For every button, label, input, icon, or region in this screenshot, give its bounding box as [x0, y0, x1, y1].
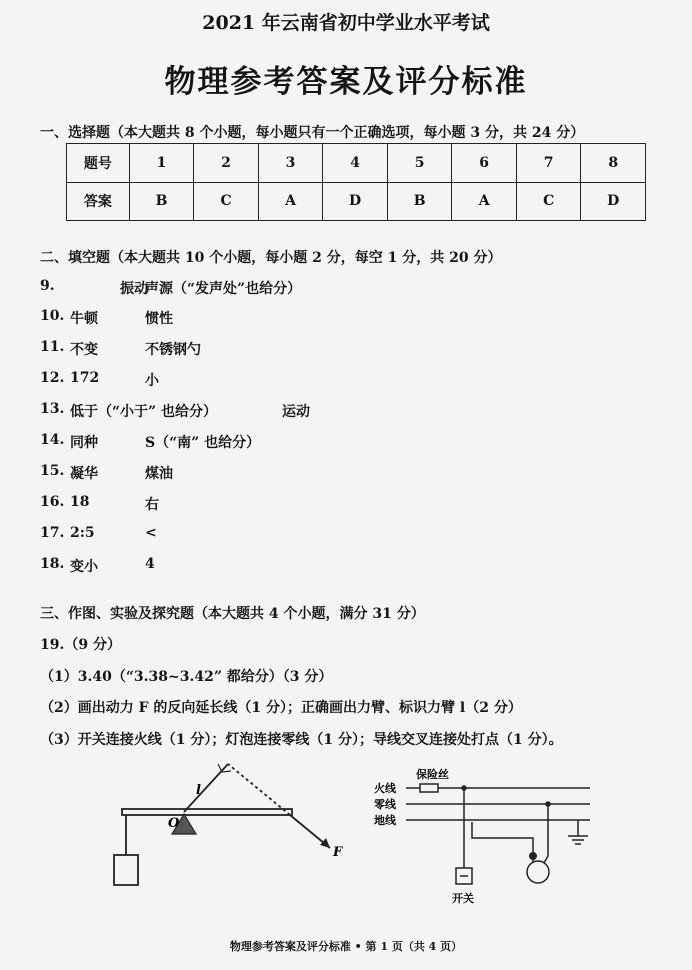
- exam-title: 2021 年云南省初中学业水平考试: [202, 12, 490, 34]
- answer-item-13: [40, 401, 310, 420]
- table-cell: 1: [129, 144, 194, 183]
- answer-item-14: [40, 432, 261, 451]
- item-answer-a: 2:5: [70, 525, 95, 541]
- item-answer-a: 不变: [70, 342, 98, 358]
- table-cell: 2: [194, 144, 259, 183]
- item-answer-a: 18: [70, 494, 90, 510]
- item-answer-a: 振动: [120, 281, 148, 297]
- item-number: 14.: [40, 432, 65, 448]
- table-cell: 5: [387, 144, 452, 183]
- section2-heading: 二、填空题（本大题共 10 个小题，每小题 2 分，每空 1 分，共 20 分）: [40, 250, 502, 266]
- table-header-cell: 答案: [67, 182, 130, 221]
- table-cell: D: [581, 182, 646, 221]
- item-answer-b: 小: [145, 373, 159, 389]
- table-cell: D: [323, 182, 388, 221]
- item-number: 10.: [40, 308, 65, 324]
- section3-heading: 三、作图、实验及探究题（本大题共 4 个小题，满分 31 分）: [40, 606, 425, 622]
- table-header-cell: 题号: [67, 144, 130, 183]
- item-number: 17.: [40, 525, 65, 541]
- item-answer-b: <: [145, 525, 157, 541]
- table-cell: 4: [323, 144, 388, 183]
- table-cell: B: [129, 182, 194, 221]
- junction-dot: [545, 801, 551, 807]
- ground-label: 地线: [374, 814, 396, 827]
- force-label: F: [333, 845, 343, 860]
- junction-dot: [461, 785, 467, 791]
- pivot-label: O: [168, 816, 180, 831]
- table-row-numbers: [67, 144, 646, 183]
- answer-item-10: [40, 308, 173, 327]
- item-number: 11.: [40, 339, 65, 355]
- table-cell: 3: [258, 144, 323, 183]
- lever-diagram: [100, 752, 370, 902]
- item-number: 9.: [40, 278, 55, 294]
- q19-part3: （3）开关连接火线（1 分）；灯泡连接零线（1 分）；导线交叉连接处打点（1 分）。: [40, 732, 563, 748]
- item-number: 13.: [40, 401, 65, 417]
- item-answer-a: 172: [70, 370, 100, 386]
- neutral-label: 零线: [374, 798, 396, 811]
- answer-item-15: [40, 463, 173, 482]
- table-cell: C: [194, 182, 259, 221]
- weight-block: [114, 855, 138, 885]
- section1-heading: 一、选择题（本大题共 8 个小题，每小题只有一个正确选项，每小题 3 分，共 24 分）: [40, 125, 585, 141]
- arm-label: l: [196, 783, 201, 798]
- table-cell: 6: [452, 144, 517, 183]
- table-cell: 7: [516, 144, 581, 183]
- answer-item-17: [40, 525, 157, 541]
- answer-item-12: [40, 370, 159, 389]
- force-arrow-icon: [320, 838, 330, 848]
- lever-bar: [122, 809, 292, 815]
- extension-dashed-line: [228, 764, 290, 815]
- lamp-live-wire: [472, 822, 533, 856]
- table-cell: A: [258, 182, 323, 221]
- item-answer-b: S（“南” 也给分）: [145, 435, 261, 451]
- item-answer-b: 声源（“发声处”也给分）: [145, 281, 302, 297]
- item-answer-a: 变小: [70, 559, 98, 575]
- item-answer-b: 4: [145, 556, 155, 572]
- answer-item-11: [40, 339, 201, 358]
- item-answer-a: 牛顿: [70, 311, 98, 327]
- item-answer-b: 不锈钢勺: [145, 342, 201, 358]
- item-answer-b: 右: [145, 497, 159, 513]
- fuse-label: 保险丝: [416, 768, 449, 781]
- answer-item-9: [40, 278, 302, 297]
- item-number: 15.: [40, 463, 65, 479]
- lamp-bulb: [527, 861, 549, 883]
- item-answer-b: 运动: [282, 404, 310, 420]
- table-cell: A: [452, 182, 517, 221]
- live-label: 火线: [374, 782, 396, 795]
- q19-part1: （1）3.40（“3.38~3.42” 都给分）（3 分）: [40, 669, 333, 685]
- item-answer-a: 凝华: [70, 466, 98, 482]
- circuit-diagram: [368, 760, 618, 910]
- question-19-title: 19.（9 分）: [40, 637, 121, 653]
- switch-label: 开关: [452, 892, 474, 905]
- page-footer: 物理参考答案及评分标准 • 第 1 页（共 4 页）: [229, 940, 463, 953]
- answer-item-16: [40, 494, 159, 513]
- table-row-answers: [67, 182, 646, 221]
- item-number: 16.: [40, 494, 65, 510]
- table-cell: B: [387, 182, 452, 221]
- answer-table: [66, 143, 646, 221]
- item-number: 12.: [40, 370, 65, 386]
- item-answer-b: 惯性: [145, 311, 173, 327]
- q19-part2: （2）画出动力 F 的反向延长线（1 分）；正确画出力臂、标识力臂 l（2 分）: [40, 700, 522, 716]
- item-number: 18.: [40, 556, 65, 572]
- item-answer-a: 低于（“小于” 也给分）: [70, 404, 217, 420]
- item-answer-a: 同种: [70, 435, 98, 451]
- table-cell: C: [516, 182, 581, 221]
- table-cell: 8: [581, 144, 646, 183]
- answer-item-18: [40, 556, 155, 575]
- fuse: [420, 784, 438, 792]
- item-answer-b: 煤油: [145, 466, 173, 482]
- document-title: 物理参考答案及评分标准: [164, 64, 528, 100]
- lamp-socket: [529, 852, 537, 860]
